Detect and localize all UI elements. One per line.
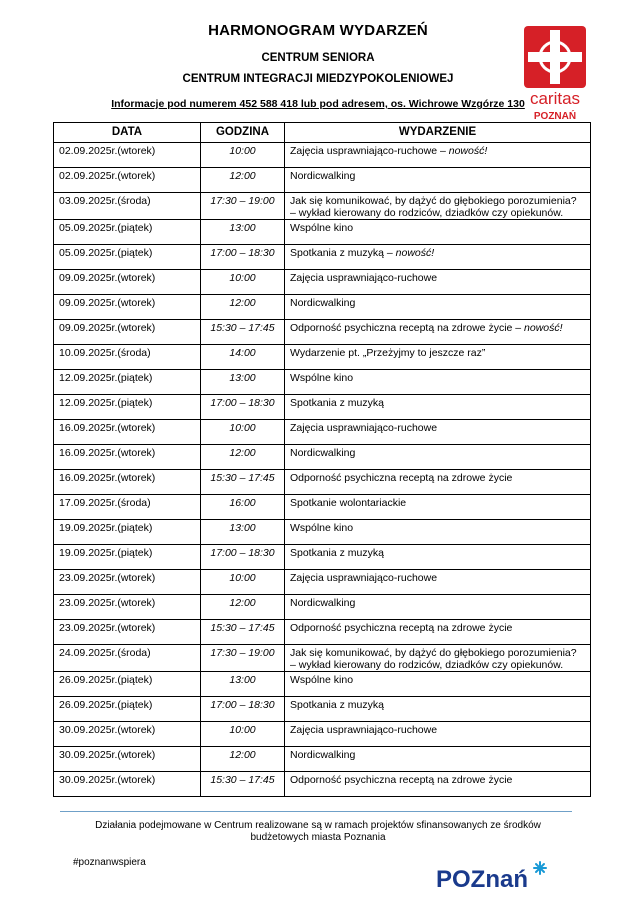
cell-event <box>285 395 591 420</box>
column-header-date: DATA <box>54 123 201 143</box>
cell-event <box>285 295 591 320</box>
cell-time: 15:30 – 17:45 <box>201 620 285 645</box>
table-row <box>54 193 591 220</box>
column-header-event: WYDARZENIE <box>285 123 591 143</box>
cell-date: 16.09.2025r.(wtorek) <box>54 470 201 495</box>
cell-event <box>285 595 591 620</box>
event-text: Nordicwalking <box>290 447 356 459</box>
table-row <box>54 672 591 697</box>
cell-event <box>285 320 591 345</box>
cell-event <box>285 545 591 570</box>
table-row <box>54 320 591 345</box>
cell-time: 10:00 <box>201 270 285 295</box>
poznan-logo-text: POZnań <box>436 866 529 892</box>
cell-time: 10:00 <box>201 570 285 595</box>
table-row <box>54 495 591 520</box>
cell-time: 12:00 <box>201 295 285 320</box>
cell-time: 12:00 <box>201 168 285 193</box>
new-tag: nowość! <box>524 322 563 334</box>
cell-event <box>285 345 591 370</box>
cell-date: 16.09.2025r.(wtorek) <box>54 445 201 470</box>
event-text: Odporność psychiczna receptą na zdrowe życie <box>290 472 513 484</box>
hashtag: #poznanwspiera <box>73 857 146 868</box>
table-row <box>54 595 591 620</box>
event-text: Spotkania z muzyką – <box>290 247 396 259</box>
column-header-time: GODZINA <box>201 123 285 143</box>
cell-date: 26.09.2025r.(piątek) <box>54 697 201 722</box>
cell-event <box>285 520 591 545</box>
event-text: Jak się komunikować, by dążyć do głębokiego porozumienia? – wykład kierowany do rodziców, dziadków czy opiekunów. <box>290 647 577 671</box>
table-row <box>54 570 591 595</box>
cell-date: 09.09.2025r.(wtorek) <box>54 320 201 345</box>
cell-event <box>285 772 591 797</box>
event-text: Nordicwalking <box>290 749 356 761</box>
cell-date: 24.09.2025r.(środa) <box>54 645 201 672</box>
event-text: Wydarzenie pt. „Przeżyjmy to jeszcze raz” <box>290 347 486 359</box>
cell-date: 12.09.2025r.(piątek) <box>54 370 201 395</box>
table-row <box>54 722 591 747</box>
events-table <box>53 122 591 797</box>
cell-event <box>285 645 591 672</box>
cell-time: 17:30 – 19:00 <box>201 645 285 672</box>
poznan-city-logo <box>436 860 548 892</box>
cell-time: 13:00 <box>201 672 285 697</box>
cell-time: 13:00 <box>201 370 285 395</box>
table-row <box>54 270 591 295</box>
cell-date: 03.09.2025r.(środa) <box>54 193 201 220</box>
table-row <box>54 370 591 395</box>
cell-date: 12.09.2025r.(piątek) <box>54 395 201 420</box>
cell-time: 17:00 – 18:30 <box>201 697 285 722</box>
cell-date: 30.09.2025r.(wtorek) <box>54 772 201 797</box>
cell-event <box>285 245 591 270</box>
cell-time: 17:00 – 18:30 <box>201 545 285 570</box>
event-text: Nordicwalking <box>290 170 356 182</box>
event-text: Wspólne kino <box>290 222 354 234</box>
table-row <box>54 772 591 797</box>
cell-date: 02.09.2025r.(wtorek) <box>54 168 201 193</box>
cell-event <box>285 697 591 722</box>
event-text: Wspólne kino <box>290 522 354 534</box>
table-row <box>54 345 591 370</box>
cell-date: 19.09.2025r.(piątek) <box>54 520 201 545</box>
table-row <box>54 620 591 645</box>
cell-date: 16.09.2025r.(wtorek) <box>54 420 201 445</box>
cell-event <box>285 168 591 193</box>
table-row <box>54 220 591 245</box>
poznan-star-icon <box>534 862 546 874</box>
cell-time: 12:00 <box>201 747 285 772</box>
new-tag: nowość! <box>395 247 435 259</box>
cell-event <box>285 445 591 470</box>
cell-event <box>285 620 591 645</box>
cell-event <box>285 270 591 295</box>
cell-time: 15:30 – 17:45 <box>201 320 285 345</box>
table-row <box>54 697 591 722</box>
new-tag: nowość! <box>448 145 488 157</box>
cell-time: 13:00 <box>201 520 285 545</box>
event-text: Wspólne kino <box>290 372 354 384</box>
subtitle-centrum-integracji: CENTRUM INTEGRACJI MIEDZYPOKOLENIOWEJ <box>182 73 454 85</box>
cell-time: 17:30 – 19:00 <box>201 193 285 220</box>
cell-event <box>285 370 591 395</box>
cell-date: 10.09.2025r.(środa) <box>54 345 201 370</box>
table-row <box>54 143 591 168</box>
table-row <box>54 747 591 772</box>
cell-event <box>285 470 591 495</box>
cell-event <box>285 193 591 220</box>
table-row <box>54 395 591 420</box>
event-text: Spotkanie wolontariackie <box>290 497 407 509</box>
event-text: Zajęcia usprawniająco-ruchowe <box>290 422 438 434</box>
cell-event <box>285 220 591 245</box>
cell-event <box>285 672 591 697</box>
cell-time: 10:00 <box>201 420 285 445</box>
cell-date: 23.09.2025r.(wtorek) <box>54 570 201 595</box>
event-text: Jak się komunikować, by dążyć do głębokiego porozumienia? – wykład kierowany do rodziców, dziadków czy opiekunów. <box>290 195 577 219</box>
cell-date: 30.09.2025r.(wtorek) <box>54 722 201 747</box>
event-text: Odporność psychiczna receptą na zdrowe życie – <box>290 322 525 334</box>
page-title: HARMONOGRAM WYDARZEŃ <box>208 22 428 39</box>
table-row <box>54 445 591 470</box>
event-text: Nordicwalking <box>290 597 356 609</box>
footer-divider <box>60 811 572 812</box>
cell-event <box>285 747 591 772</box>
cell-date: 05.09.2025r.(piątek) <box>54 220 201 245</box>
caritas-logo-name: caritas <box>529 89 581 108</box>
cell-date: 23.09.2025r.(wtorek) <box>54 595 201 620</box>
footer-note: Działania podejmowane w Centrum realizowane są w ramach projektów sfinansowanych ze środków budżetowych miasta Poznania <box>95 820 541 843</box>
table-row <box>54 420 591 445</box>
table-row <box>54 168 591 193</box>
cell-date: 09.09.2025r.(wtorek) <box>54 295 201 320</box>
cell-time: 14:00 <box>201 345 285 370</box>
cell-date: 09.09.2025r.(wtorek) <box>54 270 201 295</box>
event-text: Zajęcia usprawniająco-ruchowe <box>290 572 438 584</box>
cell-date: 30.09.2025r.(wtorek) <box>54 747 201 772</box>
cell-event <box>285 143 591 168</box>
table-row <box>54 545 591 570</box>
cell-time: 12:00 <box>201 445 285 470</box>
caritas-logo-city: POZNAŃ <box>533 111 577 122</box>
table-row <box>54 520 591 545</box>
cell-event <box>285 722 591 747</box>
event-text: Spotkania z muzyką <box>290 699 384 711</box>
event-text: Nordicwalking <box>290 297 356 309</box>
subtitle-centrum-seniora: CENTRUM SENIORA <box>261 52 375 64</box>
cell-date: 05.09.2025r.(piątek) <box>54 245 201 270</box>
cell-date: 19.09.2025r.(piątek) <box>54 545 201 570</box>
table-row <box>54 645 591 672</box>
cell-event <box>285 420 591 445</box>
table-header-row <box>54 123 591 143</box>
cell-date: 23.09.2025r.(wtorek) <box>54 620 201 645</box>
cell-time: 17:00 – 18:30 <box>201 395 285 420</box>
cell-time: 12:00 <box>201 595 285 620</box>
contact-info: Informacje pod numerem 452 588 418 lub pod adresem, os. Wichrowe Wzgórze 130 <box>111 98 525 110</box>
event-text: Spotkania z muzyką <box>290 547 384 559</box>
cell-event <box>285 495 591 520</box>
cell-date: 17.09.2025r.(środa) <box>54 495 201 520</box>
cell-time: 16:00 <box>201 495 285 520</box>
cell-time: 10:00 <box>201 722 285 747</box>
event-text: Odporność psychiczna receptą na zdrowe życie <box>290 622 513 634</box>
cell-event <box>285 570 591 595</box>
event-text: Zajęcia usprawniająco-ruchowe <box>290 272 438 284</box>
table-row <box>54 470 591 495</box>
cell-time: 15:30 – 17:45 <box>201 772 285 797</box>
cell-time: 17:00 – 18:30 <box>201 245 285 270</box>
event-text: Zajęcia usprawniająco-ruchowe – <box>290 145 449 157</box>
event-text: Wspólne kino <box>290 674 354 686</box>
table-row <box>54 295 591 320</box>
event-text: Spotkania z muzyką <box>290 397 384 409</box>
event-text: Zajęcia usprawniająco-ruchowe <box>290 724 438 736</box>
cell-time: 10:00 <box>201 143 285 168</box>
caritas-logo <box>520 24 590 122</box>
cell-time: 15:30 – 17:45 <box>201 470 285 495</box>
cell-time: 13:00 <box>201 220 285 245</box>
cell-date: 02.09.2025r.(wtorek) <box>54 143 201 168</box>
table-row <box>54 245 591 270</box>
cell-date: 26.09.2025r.(piątek) <box>54 672 201 697</box>
event-text: Odporność psychiczna receptą na zdrowe życie <box>290 774 513 786</box>
